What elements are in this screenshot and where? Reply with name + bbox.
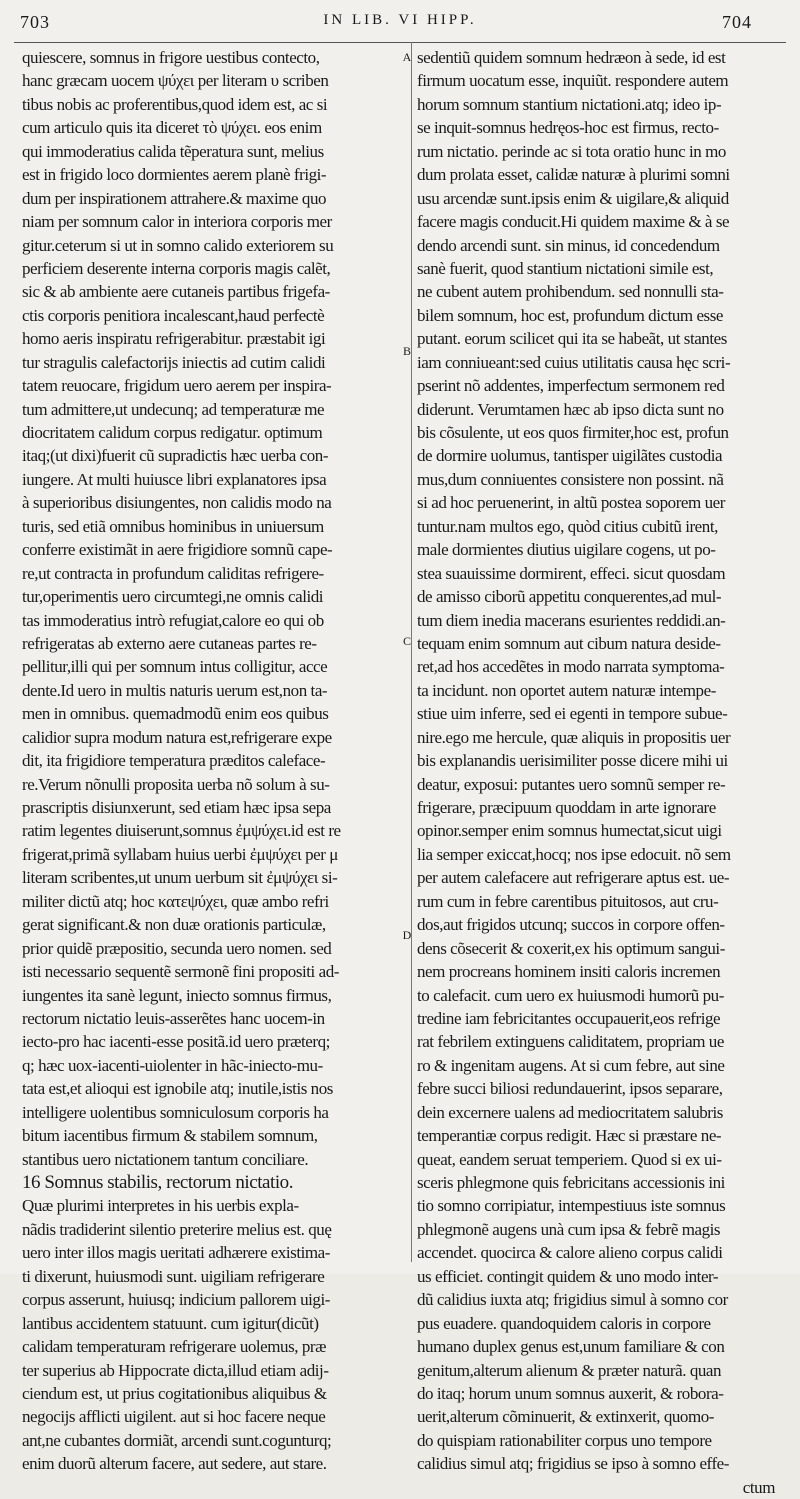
right-column-text-line: stea suauissime dormirent, effeci. sicut quosdam — [417, 563, 726, 583]
left-column-text-line: negocijs afflicti uigilent. aut si hoc facere neque — [22, 1407, 326, 1427]
right-column-text-line: phlegmonẽ augens unà cum ipsa & febrẽ magis — [417, 1219, 721, 1239]
right-column-text-line: deatur, exposui: putantes uero somnũ semper re- — [417, 774, 726, 794]
column-divider — [411, 42, 412, 1262]
running-title: IN LIB. VI HIPP. — [323, 12, 477, 28]
left-column-text-line: homo aeris inspiratu refrigerabitur. præstabit igi — [22, 329, 326, 349]
right-column-text-line: se inquit-somnus hedręos-hoc est firmus, recto- — [417, 118, 719, 138]
right-column-text-line: us efficiet. contingit quidem & uno modo inter- — [417, 1266, 719, 1286]
margin-letter-b: B — [402, 344, 411, 358]
left-column-text-line: literam scribentes,ut unum uerbum sit ἐμψύχει si- — [22, 868, 338, 888]
left-column-text-line: stantibus uero nictationem tantum conciliare. — [22, 1149, 309, 1169]
left-column-text-line: prior quidẽ præpositio, secunda uero nomen. sed — [22, 938, 332, 958]
left-column-text-line: diocritatem calidum corpus redigatur. optimum — [22, 423, 323, 442]
right-column-text-line: dendo arcendi sunt. sin minus, id concedendum — [417, 235, 720, 255]
right-column-text-line: accendet. quocirca & calore alieno corpus calidi — [417, 1243, 723, 1263]
left-column-text-line: calidior supra modum natura est,refrigerare expe — [22, 727, 332, 747]
right-column-text-line: bis cõsulente, ut eos quos firmiter,hoc est, profun — [417, 423, 729, 442]
margin-letter-a: A — [402, 50, 412, 64]
right-column-text-line: rat febrilem extinguens caliditatem, propriam ue — [417, 1032, 724, 1052]
left-column-text-line: tibus nobis ac proferentibus,quod idem est, ac si — [22, 94, 328, 114]
right-column-text-line: sanè fuerit, quod stantium nictationi simile est, — [417, 258, 714, 278]
margin-letter-c: C — [402, 634, 411, 648]
left-column-text-line: perficiem deserente interna corporis magis calẽt, — [22, 258, 331, 278]
left-column-text-line: tas immoderatius intrò refugiat,calore eo qui ob — [22, 610, 324, 630]
left-column-text-line: men in omnibus. quemadmodũ enim eos quibus — [22, 704, 329, 724]
left-column-text-line: itaq;(ut dixi)fuerit cũ supradictis hæc uerba con- — [22, 446, 329, 466]
left-column-text-line: re,ut contracta in profundum caliditas refrigere- — [22, 563, 324, 583]
left-column-text-line: qui immoderatius calida tẽperatura sunt, melius — [22, 141, 324, 161]
right-column-text-line: dum prolata esset, calidæ naturæ à plurimi somni — [417, 165, 730, 185]
left-column-text-line: iecto-pro hac iacenti-esse positã.id uero præterq; — [22, 1032, 330, 1052]
right-column-text-line: opinor.semper enim somnus humectat,sicut uigi — [417, 821, 722, 841]
left-column-text-line: tatem reuocare, frigidum uero aerem per inspira- — [22, 376, 332, 396]
left-column-text-line: dit, ita frigidiore temperatura præditos caleface- — [22, 751, 326, 771]
right-column-text-line: tio somno corripiatur, intempestiuus iste somnus — [417, 1196, 726, 1216]
left-column-text-line: prascriptis disiunxerunt, sed etiam hæc ipsa sepa — [22, 798, 331, 817]
left-column-text-line: tur stragulis calefactorijs iniectis ad cutim calidi — [22, 352, 326, 372]
right-column-text-line: tequam enim somnum aut cibum natura deside- — [417, 633, 721, 653]
left-column-text-line: uero inter illos magis ueritati adhærere existima- — [22, 1243, 330, 1263]
right-column-text-line: febre succi biliosi redundauerint, ipsos separare, — [417, 1079, 723, 1099]
right-column-text-line: pserint nõ addentes, imperfectum sermonem red — [417, 376, 725, 396]
left-column-text-line: dente.Id uero in multis naturis uerum est,non ta- — [22, 680, 328, 700]
left-column-text-line: niam per somnum calor in interiora corporis mer — [22, 212, 332, 232]
right-column-text-line: queat, eandem seruat temperiem. Quod si ex ui- — [417, 1149, 722, 1169]
right-column — [417, 46, 775, 1499]
right-column-text-line: facere magis conducit.Hi quidem maxime & à se — [417, 212, 730, 232]
right-column-text-line: to calefacit. cum uero ex huiusmodi humorũ pu- — [417, 985, 724, 1005]
left-column-text-line: refrigeratas ab externo aere cutaneas partes re- — [22, 633, 317, 653]
right-column-text-line: dens cõsecerit & coxerit,ex his optimum sangui- — [417, 938, 725, 958]
left-column-text-line: ter superius ab Hippocrate dicta,illud etiam adij- — [22, 1360, 329, 1380]
left-column-text-line: iungentes ita sanè legunt, iniecto somnus firmus, — [22, 985, 332, 1005]
right-column-text-line: frigerare, præcipuum quoddam in arte ignorare — [417, 798, 716, 817]
right-column-text-line: temperantiæ corpus redigit. Hæc si præstare ne- — [417, 1126, 722, 1146]
left-column-text-line: gitur.ceterum si ut in somno calido exteriorem su — [22, 235, 334, 255]
right-column-text-line: pus euadere. quandoquidem caloris in corpore — [417, 1313, 711, 1333]
left-column-text-line: rectorum nictatio leuis-asserẽtes hanc uocem-in — [22, 1008, 325, 1028]
right-column-text-line: si ad hoc peruenerint, in altũ postea soporem uer — [417, 493, 725, 513]
catchword: ctum — [742, 1477, 775, 1497]
right-column-text-line: sedentiũ quidem somnum hedræon à sede, id est — [417, 48, 726, 67]
right-column-text-line: lia semper exiccat,hocq; nos ipse edocuit. nõ sem — [417, 844, 731, 864]
right-column-text-line: rum cum in febre carentibus pituitosos, aut cru- — [417, 891, 719, 911]
left-column-text-line: militer dictũ atq; hoc κατεψύχει, quæ ambo refri — [22, 891, 329, 911]
right-column-text-line: humano duplex genus est,unum familiare & con — [417, 1337, 725, 1357]
left-column-text-line: isti necessario sequentẽ sermonẽ fini propositi ad- — [22, 962, 339, 982]
right-column-text-line: putant. eorum scilicet qui ita se habeãt, ut stantes — [417, 329, 727, 349]
left-column-text-line: ratim legentes diuiserunt,somnus ἐμψύχει.id est re — [22, 821, 341, 841]
page-number-right: 704 — [722, 12, 752, 32]
right-column-text-line: tum diem inedia macerans esurientes reddidi.an- — [417, 610, 726, 630]
right-column-text-line: genitum,alterum alienum & præter naturã. quan — [417, 1360, 722, 1380]
right-column-text-line: ne cubent autem prohibendum. sed nonnulli sta- — [417, 282, 724, 302]
header-rule — [14, 42, 786, 43]
right-column-text-line: sceris phlegmone quis febricitans accessionis ini — [417, 1173, 725, 1192]
right-column-text-line: mus,dum conniuentes consistere non possint. nã — [417, 469, 724, 489]
left-column-text-line: iungere. At multi huiusce libri explanatores ipsa — [22, 469, 327, 489]
left-column-text-line: lantibus accidentem statuunt. cum igitur(dicũt) — [22, 1313, 319, 1333]
left-column-text-line: hanc græcam uocem ψύχει per literam υ scriben — [22, 71, 329, 91]
right-column-text-line: per autem calefacere aut refrigerare aptus est. ue- — [417, 868, 730, 888]
left-column-text-line: Quæ plurimi interpretes in his uerbis expla- — [22, 1196, 299, 1216]
left-column-text-line: sic & ab ambiente aere cutaneis partibus frigefa- — [22, 282, 330, 302]
right-column-text-line: de dormire uolumus, tantisper uigilãtes custodia — [417, 446, 723, 466]
left-column-text-line: tum admittere,ut undecunq; ad temperaturæ me — [22, 399, 325, 419]
left-column-text-line: cum articulo quis ita diceret τὸ ψύχει. eos enim — [22, 118, 322, 138]
right-column-text-line: diderunt. Verumtamen hæc ab ipso dicta sunt no — [417, 399, 724, 419]
left-column-text-line: ant,ne cubantes dormiãt, arcendi sunt.cogunturq; — [22, 1430, 332, 1450]
left-column-text-line: quiescere, somnus in frigore uestibus contecto, — [22, 48, 320, 67]
left-column-text-line: gerat significant.& non duæ orationis particulæ, — [22, 915, 326, 935]
right-column-text-line: horum somnum stantium nictationi.atq; ideo ip- — [417, 94, 722, 114]
right-column-text-line: male dormientes diutius uigilare cogens, ut po- — [417, 540, 716, 560]
left-column-text-line: corpus asserunt, huiusq; indicium pallorem uigi- — [22, 1290, 330, 1310]
right-column-text-line: dũ calidius iuxta atq; frigidius simul à somno cor — [417, 1290, 728, 1310]
left-column-text-line: est in frigido loco dormientes aerem planè frigi- — [22, 165, 327, 185]
left-column-text-line: ctis corporis penitiora incalescant,haud perfectè — [22, 305, 325, 325]
right-column-text-line: calidius simul atq; frigidius se ipso à somno effe- — [417, 1454, 729, 1474]
right-column-text-line: de amisso ciborũ appetitu conquerentes,ad mul- — [417, 587, 722, 607]
left-column-text-line: enim duorũ alterum facere, aut sedere, aut stare. — [22, 1454, 327, 1474]
right-column-text-line: firmum uocatum esse, inquiũt. respondere autem — [417, 71, 729, 91]
left-column-text-line: calidam temperaturam refrigerare uolemus, præ — [22, 1337, 327, 1357]
right-column-text-line: tuntur.nam multos ego, quòd citius cubitũ irent, — [417, 516, 718, 536]
left-column-text-line: tata est,et alioqui est ignobile atq; inutile,istis nos — [22, 1079, 333, 1099]
left-column-text-line: dum per inspirationem attrahere.& maxime quo — [22, 188, 327, 208]
left-column-text-line: pellitur,illi qui per somnum intus colligitur, acce — [22, 657, 328, 677]
page-number-left: 703 — [20, 12, 50, 32]
running-header — [0, 0, 800, 42]
left-column-text-line: intelligere uolentibus somniculosum corporis ha — [22, 1102, 329, 1122]
right-column-text-line: do quispiam rationabiliter corpus uno tempore — [417, 1430, 712, 1450]
right-column-text-line: do itaq; horum unum somnus auxerit, & robora- — [417, 1383, 724, 1403]
right-column-text-line: nem procreans hominem insiti caloris incremen — [417, 962, 721, 982]
right-column-text-line: iam conniueant:sed cuius utilitatis causa hęc scri- — [417, 352, 731, 372]
left-column-text-line: q; hæc uox-iacenti-uiolenter in hãc-iniecto-mu- — [22, 1055, 323, 1075]
left-column-text-line: à superioribus disiungentes, non calidis modo na — [22, 493, 332, 513]
right-column-text-line: nire.ego me hercule, quæ aliquis in propositis uer — [417, 727, 731, 747]
left-column-text-line: bitum iacentibus firmum & stabilem somnum, — [22, 1126, 318, 1146]
right-column-text-line: ta incidunt. non oportet autem naturæ intempe- — [417, 680, 716, 700]
right-column-text-line: bis explanandis uerisimiliter posse dicere mihi ui — [417, 751, 728, 771]
right-column-text-line: dos,aut frigidos utcunq; succos in corpore offen- — [417, 915, 725, 935]
right-column-text-line: uerit,alterum cõminuerit, & extinxerit, quomo- — [417, 1407, 715, 1427]
right-column-text-line: dein excernere ualens ad mediocritatem salubris — [417, 1102, 723, 1122]
margin-letter-d: D — [402, 928, 412, 942]
left-column-text-line: re.Verum nõnulli proposita uerba nõ solum à su- — [22, 774, 330, 794]
left-column-text-line: tur,operimentis uero circumtegi,ne omnis calidi — [22, 587, 324, 607]
right-column-text-line: tredine iam febricitantes occupauerit,eos refrige — [417, 1008, 721, 1028]
left-column-text-line: frigerat,primã syllabam huius uerbi ἐμψύχει per μ — [22, 844, 338, 864]
right-column-text-line: ret,ad hos accedẽtes in modo narrata symptoma- — [417, 657, 725, 677]
right-column-text-line: stiue uim inferre, sed ei egenti in tempore subue- — [417, 704, 728, 724]
section-heading: 16 Somnus stabilis, rectorum nictatio. — [22, 1172, 294, 1193]
right-column-text-line: ro & ingenitam augens. At si cum febre, aut sine — [417, 1055, 725, 1075]
left-column-text-line: ciendum est, ut prius cogitationibus aliquibus & — [22, 1383, 327, 1403]
right-column-text-line: bilem somnum, hoc est, profundum dictum esse — [417, 305, 723, 325]
left-column-text-line: ti dixerunt, huiusmodi sunt. uigiliam refrigerare — [22, 1266, 325, 1286]
left-column-text-line: turis, sed etiã omnibus hominibus in uniuersum — [22, 516, 324, 536]
right-column-text-line: usu arcendæ sunt.ipsis enim & uigilare,& aliquid — [417, 188, 729, 208]
right-column-text-line: rum nictatio. perinde ac si tota oratio hunc in mo — [417, 141, 726, 161]
left-column — [22, 46, 400, 1476]
left-column-text-line: conferre existimãt in aere frigidiore somnũ cape- — [22, 540, 333, 560]
left-column-text-line: nãdis tradiderint silentio preterire melius est. quę — [22, 1219, 332, 1239]
